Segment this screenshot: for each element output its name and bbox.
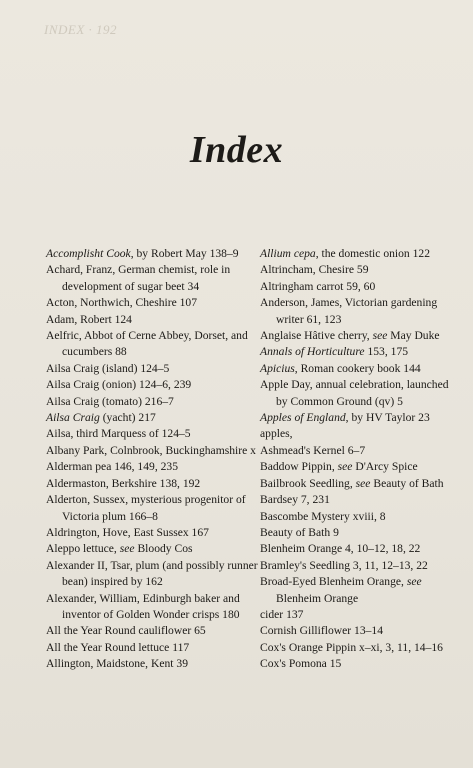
index-subentry: Baddow Pippin, see D'Arcy Spice	[260, 460, 418, 474]
index-entry: Aldermaston, Berkshire 138, 192	[46, 476, 201, 490]
index-entry: Ailsa, third Marquess of 124–5	[46, 427, 191, 441]
index-column-left	[46, 246, 258, 673]
index-entry: All the Year Round cauliflower 65	[46, 624, 206, 638]
index-entry: Ailsa Craig (onion) 124–6, 239	[46, 378, 192, 392]
index-entry: Alderton, Sussex, mysterious progenitor of Victoria plum 166–8	[46, 493, 246, 523]
index-entry: Ailsa Craig (yacht) 217	[46, 411, 156, 425]
index-subentry: Bramley's Seedling 3, 11, 12–13, 22	[260, 558, 428, 572]
index-entry: Anglaise Hâtive cherry, see May Duke	[260, 329, 440, 343]
index-entry: Allium cepa, the domestic onion 122	[260, 247, 431, 260]
index-entry: Annals of Horticulture 153, 175	[260, 345, 409, 359]
index-subentry: Cornish Gilliflower 13–14	[260, 624, 384, 638]
index-entry: Accomplisht Cook, by Robert May 138–9	[46, 247, 239, 260]
index-subentry: Ashmead's Kernel 6–7	[260, 443, 366, 457]
index-entry: Apples of England, by HV Taylor 23	[260, 411, 430, 425]
index-subentry: Beauty of Bath 9	[260, 525, 339, 539]
index-entry: Aelfric, Abbot of Cerne Abbey, Dorset, and cucumbers 88	[46, 329, 248, 359]
index-subentry: cider 137	[260, 607, 304, 621]
index-entry: Ailsa Craig (island) 124–5	[46, 361, 170, 375]
index-subentry: Broad-Eyed Blenheim Orange, see Blenheim Orange	[260, 575, 422, 605]
index-subentry: Blenheim Orange 4, 10–12, 18, 22	[260, 542, 421, 556]
index-subentry: Cox's Pomona 15	[260, 657, 342, 671]
index-subentry: Cox's Orange Pippin x–xi, 3, 11, 14–16	[260, 640, 443, 654]
index-entry: Apple Day, annual celebration, launched by Common Ground (qv) 5	[260, 378, 449, 408]
index-entry: Alexander, William, Edinburgh baker and inventor of Golden Wonder crisps 180	[46, 591, 240, 621]
index-entry: Alderman pea 146, 149, 235	[46, 460, 179, 474]
running-head: INDEX · 192	[44, 22, 118, 37]
index-entry: Achard, Franz, German chemist, role in development of sugar beet 34	[46, 263, 231, 293]
index-entry: Aleppo lettuce, see Bloody Cos	[46, 542, 193, 556]
index-entry: Altringham carrot 59, 60	[260, 279, 376, 293]
index-entry: Allington, Maidstone, Kent 39	[46, 657, 189, 671]
index-column-right	[260, 246, 460, 673]
index-entry: apples,	[260, 427, 293, 441]
index-subentry: Bardsey 7, 231	[260, 493, 330, 507]
page-title: Index	[189, 129, 284, 171]
index-entry: Alexander II, Tsar, plum (and possibly runner bean) inspired by 162	[46, 558, 258, 589]
index-entry: Apicius, Roman cookery book 144	[260, 361, 421, 375]
index-entry: Anderson, James, Victorian gardening writer 61, 123	[260, 296, 438, 326]
index-subentry: Bailbrook Seedling, see Beauty of Bath	[260, 476, 444, 490]
index-entry: Acton, Northwich, Cheshire 107	[46, 296, 198, 310]
index-entry: Aldrington, Hove, East Sussex 167	[46, 525, 209, 539]
index-entry: Adam, Robert 124	[46, 312, 132, 326]
index-subentry: Bascombe Mystery xviii, 8	[260, 509, 386, 523]
index-entry: All the Year Round lettuce 117	[46, 640, 190, 654]
index-entry: Altrincham, Chesire 59	[260, 263, 369, 277]
index-entry: Ailsa Craig (tomato) 216–7	[46, 394, 174, 408]
index-entry: Albany Park, Colnbrook, Buckinghamshire x	[46, 443, 256, 457]
